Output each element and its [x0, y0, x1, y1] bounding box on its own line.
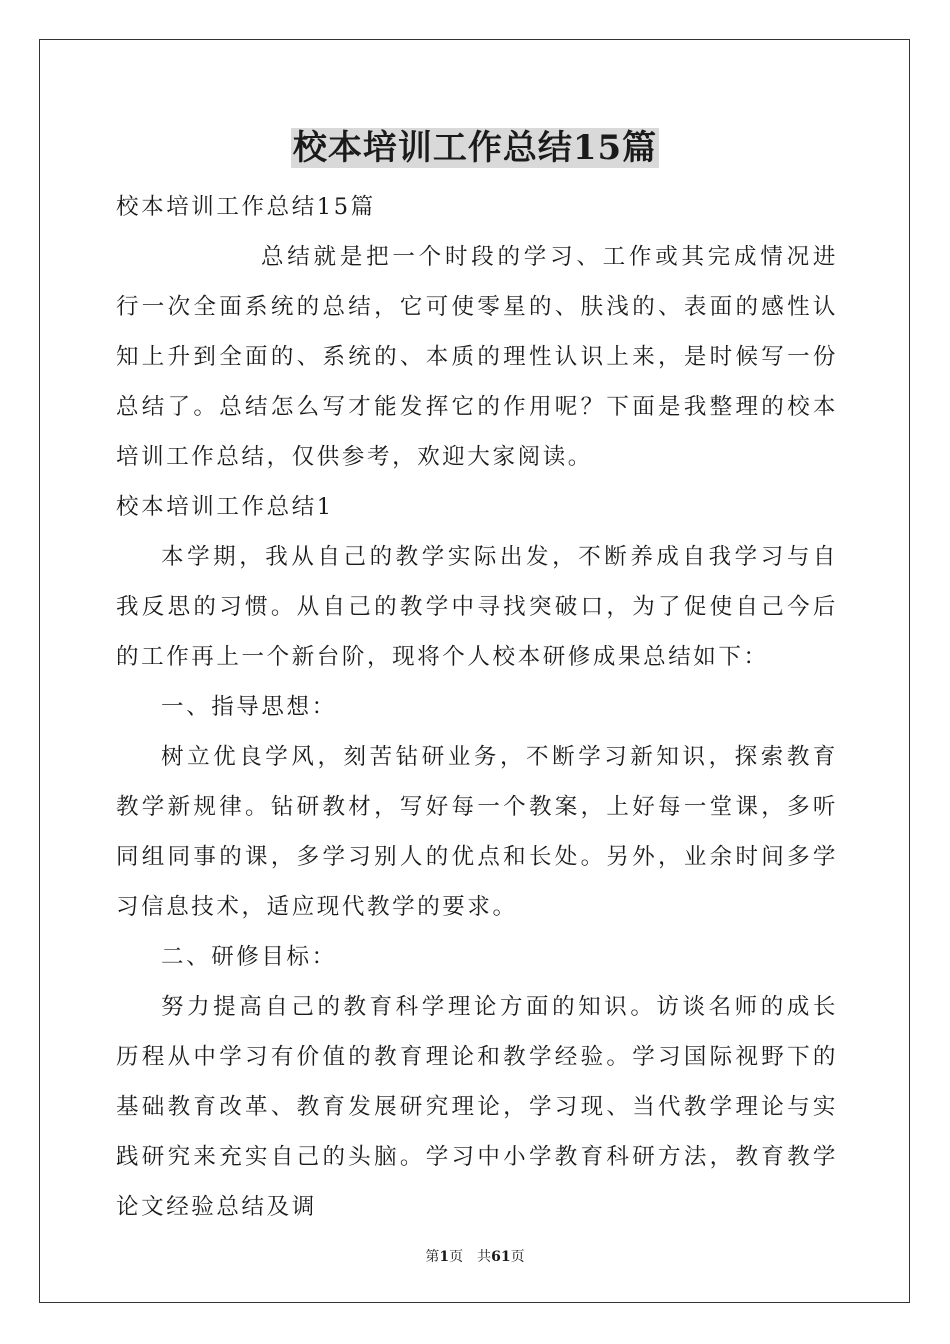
- heading-guiding-thought: 一、指导思想：: [161, 694, 337, 720]
- page-footer: [0, 1248, 950, 1266]
- footer-total-pages: 61: [491, 1249, 511, 1265]
- paragraph-opening: 本学期，我从自己的教学实际出发，不断养成自我学习与自我反思的习惯。从自己的教学中寻找突破口，为了促使自己今后的工作再上一个新台阶，现将个人校本研修成果总结如下：: [116, 544, 838, 670]
- section-heading-1: 校本培训工作总结1: [116, 494, 334, 520]
- document-body: [116, 182, 838, 1232]
- footer-current-page: 1: [439, 1249, 450, 1265]
- paragraph-study-goals: 努力提高自己的教育科学理论方面的知识。访谈名师的成长历程从中学习有价值的教育理论和教学经验。学习国际视野下的基础教育改革、教育发展研究理论，学习现、当代教学理论与实践研究来充实自己的头脑。学习中小学教育科研方法，教育教学论文经验总结及调: [116, 994, 838, 1220]
- footer-mid: 页 共: [449, 1249, 492, 1265]
- intro-paragraph: 总结就是把一个时段的学习、工作或其完成情况进行一次全面系统的总结，它可使零星的、肤浅的、表面的感性认知上升到全面的、系统的、本质的理性认识上来，是时候写一份总结了。总结怎么写才能发挥它的作用呢？下面是我整理的校本培训工作总结，仅供参考，欢迎大家阅读。: [116, 244, 838, 470]
- paragraph-guiding-thought: 树立优良学风，刻苦钻研业务，不断学习新知识，探索教育教学新规律。钻研教材，写好每一个教案，上好每一堂课，多听同组同事的课，多学习别人的优点和长处。另外，业余时间多学习信息技术，适应现代教学的要求。: [116, 744, 838, 920]
- heading-study-goals: 二、研修目标：: [161, 944, 337, 970]
- document-title-text: 校本培训工作总结15篇: [292, 128, 658, 168]
- subtitle-line: 校本培训工作总结15篇: [116, 194, 376, 220]
- document-title: [0, 126, 950, 170]
- footer-suffix: 页: [510, 1249, 525, 1265]
- footer-prefix: 第: [425, 1249, 440, 1265]
